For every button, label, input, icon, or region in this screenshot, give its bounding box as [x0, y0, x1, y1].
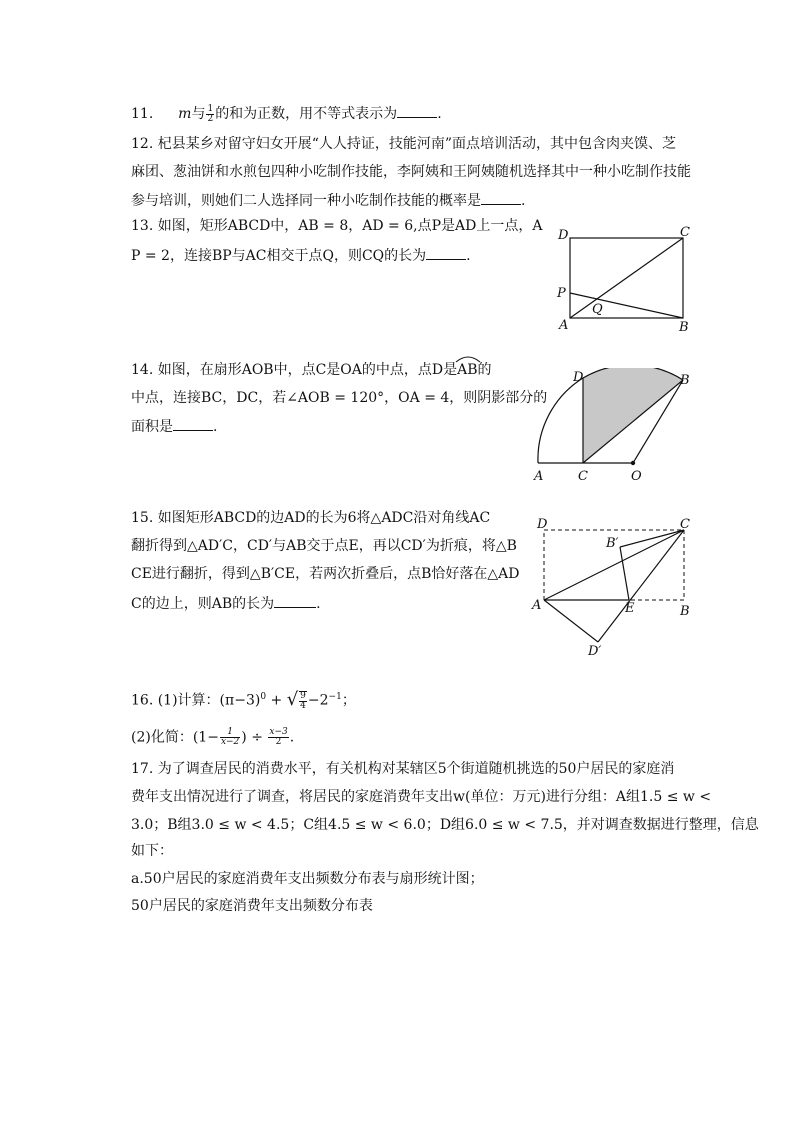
q11-answer-blank[interactable] — [397, 103, 437, 118]
segment-cb-prime — [620, 530, 684, 547]
q14-text: 14. 如图，在扇形AOB中，点C是OA的中点，点D是 — [131, 362, 458, 378]
q17-line-5: a.50户居民的家庭消费年支出频数分布表与扇形统计图； — [131, 871, 484, 887]
label-d: D — [558, 228, 569, 243]
q11-var-m: m — [178, 106, 192, 122]
q16-line-2 — [131, 728, 294, 747]
label-o: O — [631, 469, 642, 484]
q16-plus: + — [266, 692, 287, 709]
q16-line-1 — [131, 688, 356, 711]
q14-answer-blank[interactable] — [173, 416, 213, 431]
q17-line-3: 3.0；B组3.0 ≤ w < 4.5；C组4.5 ≤ w < 6.0；D组6.0 ≤ w < 7.5，并对调查数据进行整理，信息 — [131, 817, 759, 833]
q13-line-2 — [131, 245, 471, 265]
q15-period: . — [316, 596, 321, 612]
label-q: Q — [592, 302, 603, 317]
q16-rad-num: 9 — [300, 690, 306, 701]
label-d: D — [573, 370, 584, 385]
q14-text-area: 面积是 — [131, 419, 173, 435]
q14-text-de: 的 — [477, 362, 492, 378]
q14-line-2: 中点，连接BC，DC，若∠AOB = 120°，OA = 4，则阴影部分的 — [131, 390, 548, 406]
q16-rad-den: 4 — [300, 700, 306, 711]
q12-answer-blank[interactable] — [481, 190, 521, 205]
q15-line-4 — [131, 593, 321, 613]
q14-figure-sector — [528, 368, 700, 486]
label-d: D — [537, 517, 548, 532]
q17-table-caption: 50户居民的家庭消费年支出频数分布表 — [131, 898, 373, 914]
center-o-dot — [631, 461, 635, 465]
q15-figure-fold — [528, 512, 700, 660]
q13-text: P = 2，连接BP与AC相交于点Q，则CQ的长为 — [131, 248, 427, 264]
q11-text-yu: 与 — [191, 106, 206, 122]
question-11 — [131, 103, 442, 124]
q16-text-simplify: (2)化简：(1− — [131, 729, 219, 746]
arc-mark-icon — [455, 355, 481, 363]
sqrt-icon: √ — [286, 688, 299, 710]
q11-number: 11. — [131, 106, 154, 122]
q16-exp-neg-one: −1 — [328, 692, 342, 702]
q12-period: . — [521, 193, 526, 209]
label-c: C — [680, 225, 690, 240]
q14-arc-label: AB — [457, 362, 478, 378]
label-e: E — [625, 601, 635, 616]
label-b: B — [680, 604, 690, 619]
segment-ad-prime — [544, 600, 598, 642]
label-c: C — [578, 469, 588, 484]
q13-figure-rectangle — [550, 222, 700, 338]
q16-text-compute: 16. (1)计算：(π−3) — [131, 692, 261, 709]
q11-text: 的和为正数，用不等式表示为 — [215, 106, 398, 122]
q17-line-4: 如下： — [131, 843, 173, 859]
q16-f2-num: x−3 — [269, 727, 288, 737]
q11-frac-num: 1 — [207, 103, 214, 114]
q16-semicolon: ； — [341, 692, 356, 709]
q15-line-2: 翻折得到△AD′C，CD′与AB交于点E，再以CD′为折痕，将△B — [131, 538, 517, 554]
q13-answer-blank[interactable] — [426, 245, 466, 260]
q16-f1-den: x−2 — [220, 737, 240, 747]
q15-line-1: 15. 如图矩形ABCD的边AD的长为6将△ADC沿对角线AC — [131, 510, 491, 526]
q16-period: . — [289, 729, 295, 746]
q13-line-1: 13. 如图，矩形ABCD中，AB = 8，AD = 6,点P是AD上一点，A — [131, 218, 543, 234]
q16-text-divide: ) ÷ — [241, 729, 268, 746]
label-c: C — [680, 517, 690, 532]
q12-line-2: 麻团、葱油饼和水煎包四种小吃制作技能，李阿姨和王阿姨随机选择其中一种小吃制作技能 — [131, 164, 691, 180]
q17-line-1: 17. 为了调查居民的消费水平，有关机构对某辖区5个街道随机挑选的50户居民的家庭消 — [131, 761, 675, 777]
q12-line-3 — [131, 190, 525, 210]
q16-sqrt — [286, 688, 308, 711]
q16-exp-zero: 0 — [260, 692, 267, 702]
q12-line-1: 12. 杞县某乡对留守妇女开展“人人持证，技能河南”面点培训活动，其中包含肉夹馍、芝 — [131, 136, 677, 152]
q14-period: . — [213, 419, 218, 435]
q14-line-3 — [131, 416, 217, 436]
label-a: A — [532, 598, 542, 613]
q15-answer-blank[interactable] — [274, 593, 316, 608]
label-a: A — [534, 469, 544, 484]
q11-fraction — [206, 105, 214, 124]
q12-text: 参与培训，则她们二人选择同一种小吃制作技能的概率是 — [131, 193, 481, 209]
q11-frac-den: 2 — [207, 113, 214, 124]
q14-line-1 — [131, 361, 492, 379]
q15-text: C的边上，则AB的长为 — [131, 596, 275, 612]
q16-sqrt-fraction — [299, 691, 307, 711]
q13-period: . — [466, 248, 471, 264]
q17-line-2: 费年支出情况进行了调查，将居民的家庭消费年支出w(单位：万元)进行分组：A组1.5 ≤ w < — [131, 789, 712, 805]
label-b-prime: B′ — [606, 536, 619, 551]
q16-fraction-2 — [268, 728, 288, 747]
label-b: B — [680, 373, 690, 388]
q16-f1-num: 1 — [220, 728, 240, 738]
q16-f2-den: 2 — [275, 737, 282, 747]
label-a: A — [559, 318, 569, 333]
label-p: P — [557, 286, 566, 301]
q11-period: . — [437, 106, 442, 122]
label-b: B — [679, 320, 689, 335]
label-d-prime: D′ — [588, 644, 602, 659]
q16-fraction-1 — [220, 728, 240, 747]
segment-b-prime-e — [620, 547, 629, 600]
shaded-region — [583, 368, 683, 463]
q16-text-minus-two: −2 — [307, 692, 329, 709]
q15-line-3: CE进行翻折，得到△B′CE，若两次折叠后，点B恰好落在△AD — [131, 566, 520, 582]
q14-arc-ab — [457, 361, 477, 379]
